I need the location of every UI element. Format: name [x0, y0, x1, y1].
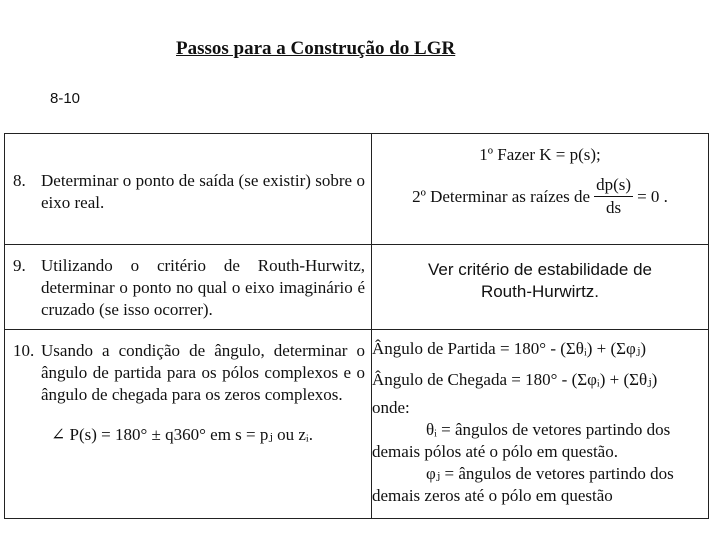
derivative-fraction: [594, 174, 633, 219]
step-text: Utilizando o critério de Routh-Hurwitz, determinar o ponto no qual o eixo imaginário é cruzado (se isso ocorrer).: [41, 256, 365, 319]
fraction-denominator: ds: [606, 198, 622, 217]
where-label: onde:: [372, 398, 410, 417]
step-10-method: [372, 330, 709, 519]
step-text: Usando a condição de ângulo, determinar o ângulo de partida para os pólos complexos e o ângulo de chegada para os zeros complexos.: [41, 341, 365, 404]
step-number: 8.: [13, 171, 26, 190]
step-9-method: [372, 245, 709, 330]
arrival-angle-formula: Ângulo de Chegada = 180° - (Σφᵢ) + (Σθⱼ): [372, 370, 658, 389]
method-line: 1º Fazer K = p(s);: [479, 145, 601, 164]
equation-suffix: = 0 .: [637, 186, 668, 206]
definition-line: φⱼ = ângulos de vetores partindo dos: [426, 464, 674, 483]
method-line: Ver critério de estabilidade de: [428, 260, 652, 279]
table-row: [5, 330, 709, 519]
page-title: Passos para a Construção do LGR: [176, 38, 456, 59]
steps-table: [4, 133, 709, 519]
step-9-description: [5, 245, 372, 330]
table-row: [5, 245, 709, 330]
fraction-numerator: dp(s): [594, 174, 633, 197]
angle-condition-formula: ∠ P(s) = 180° ± q360° em s = pⱼ ou zᵢ.: [51, 425, 313, 444]
step-number: 9.: [13, 256, 26, 275]
derivative-equation: [372, 174, 708, 219]
slide-number: 8-10: [50, 90, 81, 107]
step-8-method: [372, 134, 709, 245]
table-row: [5, 134, 709, 245]
step-text: Determinar o ponto de saída (se existir) sobre o eixo real.: [41, 171, 365, 212]
method-line: Routh-Hurwirtz.: [480, 282, 600, 301]
definition-line: demais pólos até o pólo em questão.: [372, 442, 618, 461]
equation-prefix: 2º Determinar as raízes de: [412, 186, 591, 206]
step-number: 10.: [13, 341, 35, 360]
step-8-description: [5, 134, 372, 245]
departure-angle-formula: Ângulo de Partida = 180° - (Σθᵢ) + (Σφⱼ): [372, 339, 646, 358]
step-10-description: [5, 330, 372, 519]
definition-line: demais zeros até o pólo em questão: [372, 486, 613, 505]
definition-line: θᵢ = ângulos de vetores partindo dos: [426, 420, 671, 439]
